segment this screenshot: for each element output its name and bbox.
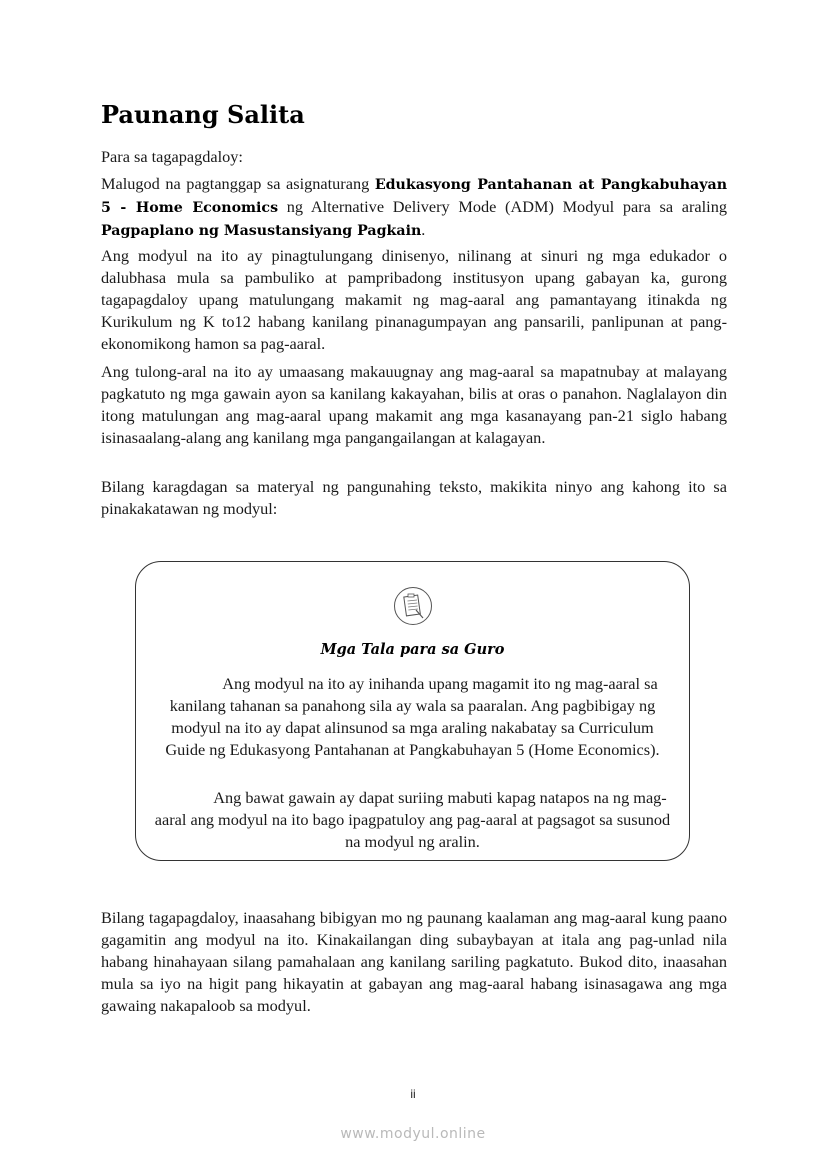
intro-paragraph <box>101 173 727 242</box>
closing-paragraph: Bilang tagapagdaloy, inaasahang bibigyan mo ng paunang kaalaman ang mag-aaral kung paano gagamitin ang modyul na ito. Kinakailangan ding subaybayan at itala ang pag-unlad nila habang hinahayaan silang pamahalaan ang kanilang sariling pagkatuto. Bukod dito, inaasahan mula sa iyo na higit pang hikayatin at gabayan ang mag-aaral habang isinasagawa ang mga gawaing nakapaloob sa modyul. <box>101 908 727 1015</box>
teacher-notes-icon <box>393 586 433 626</box>
intro-text: ng Alternative Delivery Mode (ADM) Modyul para sa araling <box>278 197 727 216</box>
subject-name: Edukasyong Pantahanan at Pangkabuhayan 5 - Home Economics <box>101 177 728 216</box>
paragraph-2: Ang tulong-aral na ito ay umaasang makauugnay ang mag-aaral sa mapatnubay at malayang pagkatuto ng mga gawain ayon sa kanilang kakayahan, bilis at oras o panahon. Naglalayon din itong matulungan ang mag-aaral upang makamit ang mga kasanayang pan-21 siglo habang isinasaalang-alang ang kanilang mga pangangailangan at kalagayan. <box>101 362 727 447</box>
teacher-notes-paragraph-2: Ang bawat gawain ay dapat suriing mabuti kapag natapos na ng mag-aaral ang modyul na ito bago ipagpatuloy ang pag-aaral at pagsagot sa susunod na modyul ng aralin. <box>154 788 671 851</box>
intro-text: . <box>421 220 426 239</box>
paragraph-3: Bilang karagdagan sa materyal ng pangunahing teksto, makikita ninyo ang kahong ito sa pinakakatawan ng modyul: <box>101 477 727 518</box>
watermark: www.modyul.online <box>340 1126 486 1142</box>
page-title: Paunang Salita <box>101 100 305 129</box>
teacher-notes-title: Mga Tala para sa Guro <box>320 641 505 658</box>
greeting: Para sa tagapagdaloy: <box>101 147 243 166</box>
teacher-notes-paragraph-1: Ang modyul na ito ay inihanda upang magamit ito ng mag-aaral sa kanilang tahanan sa panahong sila ay wala sa paaralan. Ang pagbibigay ng modyul na ito ay dapat alinsunod sa mga araling nakabatay sa Curriculum Guide ng Edukasyong Pantahanan at Pangkabuhayan 5 (Home Economics). <box>165 674 660 759</box>
page-number: ii <box>410 1087 416 1101</box>
intro-text: Malugod na pagtanggap sa asignaturang <box>101 174 375 193</box>
lesson-name: Pagpaplano ng Masustansiyang Pagkain <box>101 223 422 239</box>
paragraph-1: Ang modyul na ito ay pinagtulungang dinisenyo, nilinang at sinuri ng mga edukador o dalubhasa mula sa pambuliko at pampribadong institusyon upang gabayan ka, gurong tagapagdaloy upang matulungang makamit ng mag-aaral ang pamantayang itinakda ng Kurikulum ng K to12 habang kanilang pinanagumpayan ang pansarili, panlipunan at pang-ekonomikong hamon sa pag-aaral. <box>101 246 727 353</box>
